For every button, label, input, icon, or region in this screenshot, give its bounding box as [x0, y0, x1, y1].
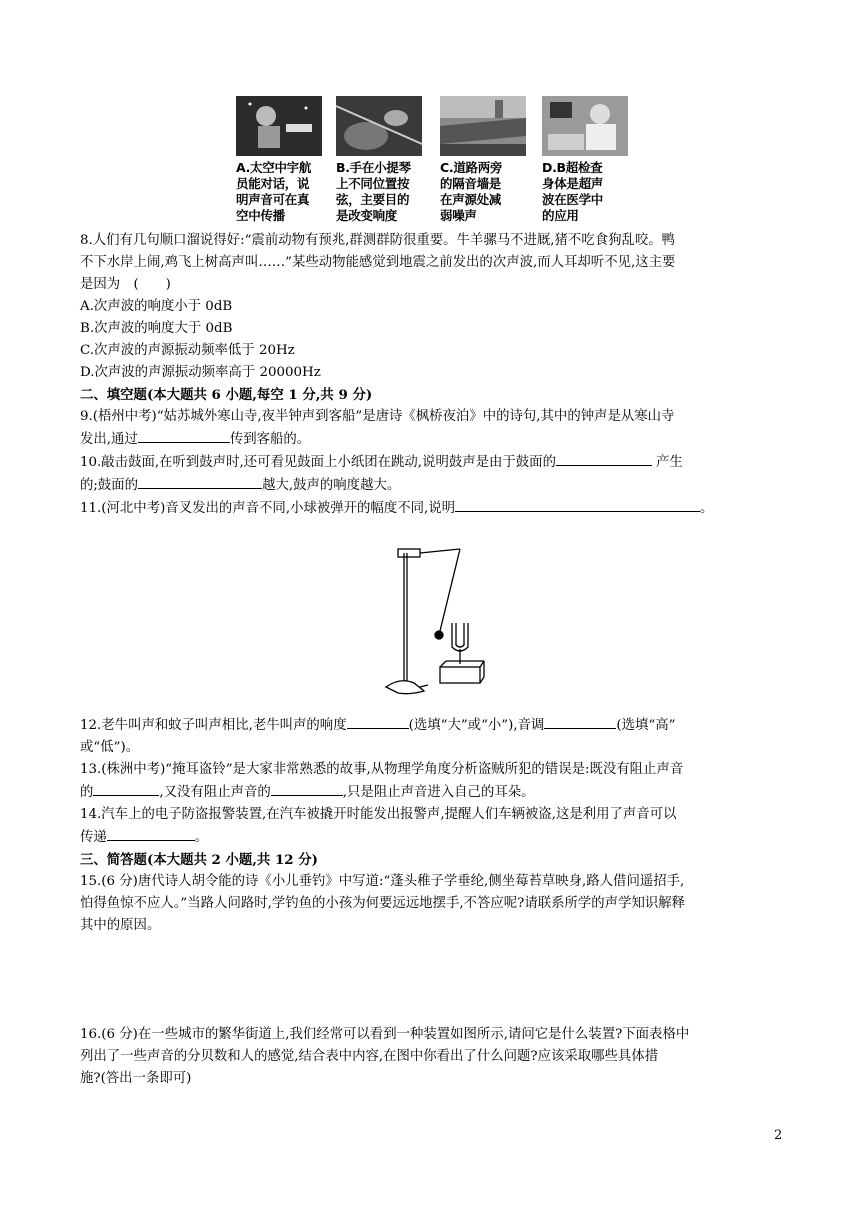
caption-d-line-3: 波在医学中: [542, 192, 604, 207]
q10-answer-blank-1[interactable]: [556, 451, 652, 466]
section-3-heading: 三、简答题(本大题共 2 小题,共 12 分): [80, 852, 319, 868]
q15-line-1: 15.(6 分)唐代诗人胡令能的诗《小儿垂钓》中写道:“蓬头稚子学垂纶,侧坐莓苔草映身,路人借问遥招手,: [80, 874, 685, 889]
q12-answer-blank-1[interactable]: [347, 714, 409, 729]
q9-line-2: [80, 428, 780, 451]
section-2-heading: 二、填空题(本大题共 6 小题,每空 1 分,共 9 分): [80, 387, 373, 403]
q11-text-a: 11.(河北中考)音叉发出的声音不同,小球被弹开的幅度不同,说明: [80, 501, 456, 516]
q14-answer-blank[interactable]: [107, 826, 195, 841]
q7-photo-options: [236, 96, 626, 226]
astronaut-photo: [236, 96, 322, 156]
q11-line: [80, 497, 780, 520]
caption-d-line-2: 身体是超声: [542, 176, 604, 191]
questions-8-11: [80, 230, 780, 520]
q15-line-3: 其中的原因。: [80, 918, 161, 933]
q12-text-b: (选填“大”或“小”),音调: [408, 718, 545, 733]
q14-line-1: 14.汽车上的电子防盗报警装置,在汽车被撬开时能发出报警声,提醒人们车辆被盗,这是利用了声音可以: [80, 807, 677, 822]
caption-a-line-1: A.太空中宇航: [236, 160, 312, 175]
q8-option-c: C.次声波的声源振动频率低于 20Hz: [80, 343, 295, 358]
q9-text-b: 传到客船的。: [229, 432, 311, 447]
q8-line-1: 8.人们有几句顺口溜说得好:“震前动物有预兆,群测群防很重要。牛羊骡马不进厩,猪不吃食狗乱咬。鸭: [80, 233, 676, 248]
q8-line-3: 是因为 ( ): [80, 277, 171, 292]
question-16: [80, 1024, 780, 1090]
q11-answer-blank[interactable]: [455, 497, 700, 512]
photo-option-a: [236, 96, 322, 224]
q10-text-c: 的;鼓面的: [80, 478, 139, 493]
q13-text-a: 的: [80, 785, 94, 800]
photo-option-b: [336, 96, 422, 224]
ultrasound-photo: [542, 96, 628, 156]
caption-b-line-4: 是改变响度: [336, 208, 398, 223]
q8-option-a: A.次声波的响度小于 0dB: [80, 299, 233, 314]
q14-line-2: [80, 826, 780, 849]
q11-text-b: 。: [700, 501, 714, 516]
q12-text-a: 12.老牛叫声和蚊子叫声相比,老牛叫声的响度: [80, 718, 347, 733]
q12-answer-blank-2[interactable]: [544, 714, 616, 729]
caption-d-line-1: D.B超检查: [542, 160, 603, 175]
q12-text-c: (选填“高”: [616, 718, 676, 733]
q16-line-1: 16.(6 分)在一些城市的繁华街道上,我们经常可以看到一种装置如图所示,请问它是什么装置?下面表格中: [80, 1027, 690, 1042]
caption-b-line-3: 弦，主要目的: [336, 192, 410, 207]
q10-line-1: [80, 451, 780, 474]
caption-c-line-2: 的隔音墙是: [440, 176, 502, 191]
q13-answer-blank-2[interactable]: [271, 781, 343, 796]
q12-line-2: 或“低”)。: [80, 740, 140, 755]
caption-a-line-2: 员能对话，说: [236, 176, 310, 191]
q10-text-d: 越大,鼓声的响度越大。: [262, 478, 401, 493]
q8-option-b: B.次声波的响度大于 0dB: [80, 321, 233, 336]
violin-photo: [336, 96, 422, 156]
q14-text-a: 传递: [80, 830, 107, 845]
caption-c-line-4: 弱噪声: [440, 208, 477, 223]
q10-answer-blank-2[interactable]: [138, 474, 262, 489]
questions-12-16: [80, 714, 780, 937]
caption-c-line-1: C.道路两旁: [440, 160, 503, 175]
caption-b-line-2: 上不同位置按: [336, 176, 410, 191]
q9-answer-blank[interactable]: [138, 428, 230, 443]
caption-a-line-4: 空中传播: [236, 208, 285, 223]
q10-text-a: 10.敲击鼓面,在听到鼓声时,还可看见鼓面上小纸团在跳动,说明鼓声是由于鼓面的: [80, 455, 556, 470]
q12-line-1: [80, 714, 780, 737]
tuning-fork-figure: [380, 543, 490, 703]
caption-d-line-4: 的应用: [542, 208, 579, 223]
q9-text-a: 发出,通过: [80, 432, 138, 447]
q15-line-2: 怕得鱼惊不应人。”当路人问路时,学钓鱼的小孩为何要远远地摆手,不答应呢?请联系所学的声学知识解释: [80, 896, 686, 911]
photo-option-d: [542, 96, 628, 224]
q13-line-1: 13.(株洲中考)“掩耳盗铃”是大家非常熟悉的故事,从物理学角度分析盗贼所犯的错误是:既没有阻止声音: [80, 762, 684, 777]
q16-line-2: 列出了一些声音的分贝数和人的感觉,结合表中内容,在图中你看出了什么问题?应该采取哪些具体措: [80, 1049, 659, 1064]
q13-text-b: ,又没有阻止声音的: [159, 785, 271, 800]
q8-line-2: 不下水岸上闹,鸡飞上树高声叫……”某些动物能感觉到地震之前发出的次声波,而人耳却听不见,这主要: [80, 255, 676, 270]
q10-text-b: 产生: [655, 455, 683, 470]
photo-option-c: [440, 96, 526, 224]
q13-text-c: ,只是阻止声音进入自己的耳朵。: [342, 785, 535, 800]
caption-c-line-3: 在声源处减: [440, 192, 502, 207]
q13-line-2: [80, 781, 780, 804]
sound-barrier-photo: [440, 96, 526, 156]
q16-line-3: 施?(答出一条即可): [80, 1071, 192, 1086]
caption-a-line-3: 明声音可在真: [236, 192, 310, 207]
caption-b-line-1: B.手在小提琴: [336, 160, 411, 175]
page-number: 2: [774, 1128, 783, 1143]
q10-line-2: [80, 474, 780, 497]
q9-line-1: 9.(梧州中考)“姑苏城外寒山寺,夜半钟声到客船”是唐诗《枫桥夜泊》中的诗句,其中的钟声是从寒山寺: [80, 409, 675, 424]
q8-option-d: D.次声波的声源振动频率高于 20000Hz: [80, 365, 321, 380]
q14-text-b: 。: [194, 830, 209, 845]
q13-answer-blank-1[interactable]: [93, 781, 159, 796]
